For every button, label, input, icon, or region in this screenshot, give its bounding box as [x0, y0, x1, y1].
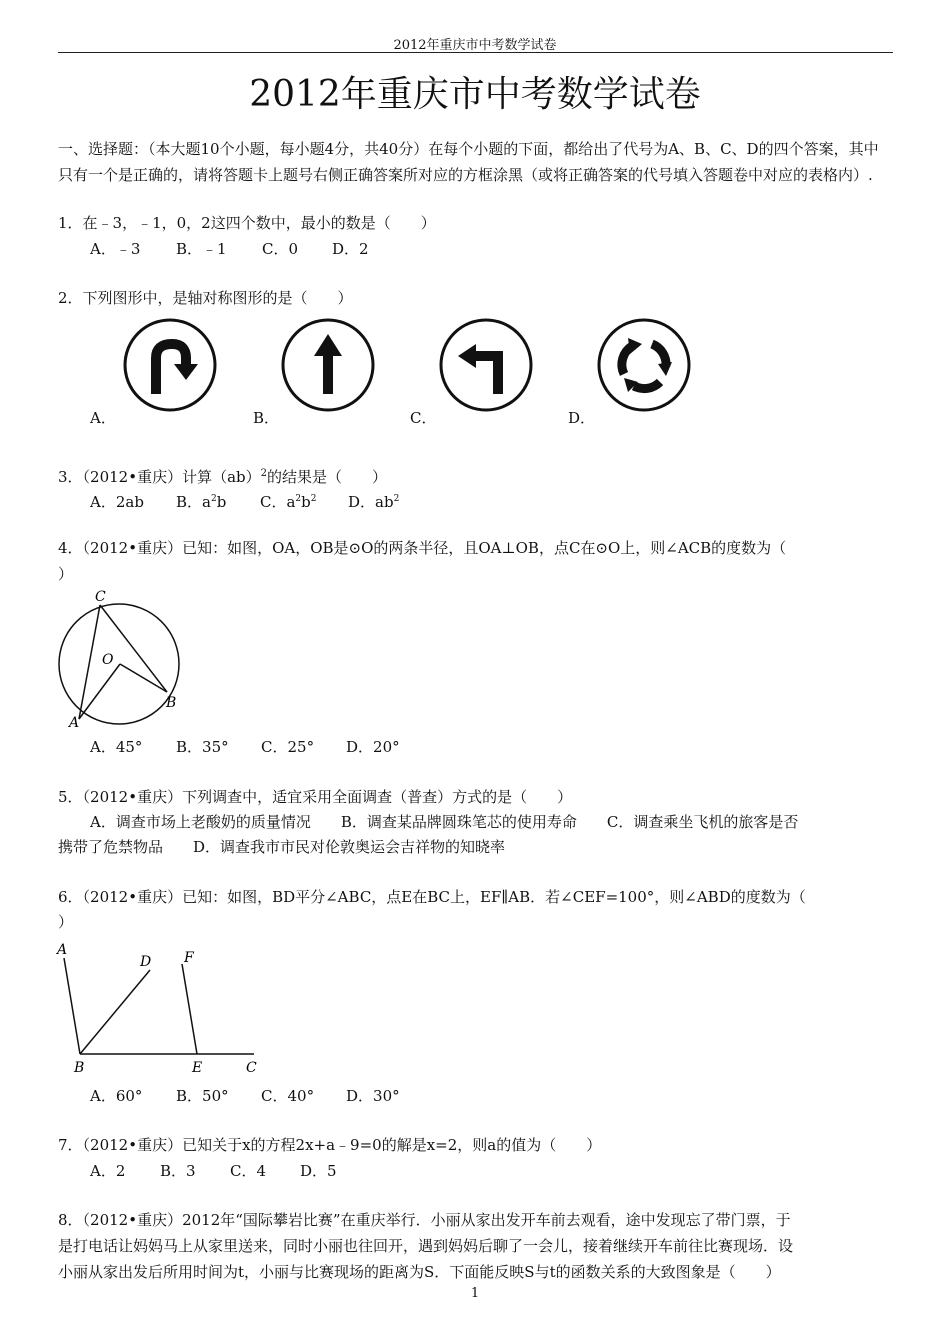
option-b: B．35° — [176, 738, 229, 756]
question-5-options-line2: 携带了危禁物品 D．调查我市市民对伦敦奥运会吉祥物的知晓率 — [58, 838, 506, 856]
option-b: B．50° — [176, 1087, 229, 1105]
question-3-stem-text-end: 的结果是（ ） — [267, 468, 388, 486]
question-6-options — [90, 1083, 400, 1109]
question-2-option-c: C． — [410, 409, 437, 427]
superscript: 2 — [260, 468, 267, 479]
straight-up-arrow-icon — [278, 316, 378, 416]
option-b: B．3 — [160, 1162, 196, 1180]
turn-left-arrow-icon — [436, 316, 536, 416]
option-c: C．25° — [261, 738, 315, 756]
option-b: B．﹣1 — [176, 240, 227, 258]
label-a: A — [57, 942, 68, 958]
question-6-stem: 6．（2012•重庆）已知：如图，BD平分∠ABC，点E在BC上，EF∥AB．若∠CEF=100°，则∠ABD的度数为（ — [58, 888, 806, 906]
label-o: O — [102, 652, 114, 668]
label-f: F — [184, 950, 194, 966]
u-turn-right-arrow-icon — [120, 316, 220, 416]
label-a: A — [69, 715, 80, 730]
question-2-option-a: A． — [90, 409, 116, 427]
page-number: 1 — [470, 1286, 480, 1301]
running-header: 2012年重庆市中考数学试卷 — [393, 38, 557, 53]
option-c: C．4 — [230, 1162, 267, 1180]
question-1-options — [90, 236, 369, 262]
option-d: D．$ab^2$ — [348, 493, 400, 511]
question-1-stem: 1．在﹣3，﹣1，0，2这四个数中，最小的数是（ ） — [58, 214, 436, 232]
option-a: A．45° — [90, 738, 143, 756]
label-b: B — [74, 1060, 85, 1076]
option-c: C．0 — [262, 240, 299, 258]
question-8-stem-line2: 是打电话让妈妈马上从家里送来，同时小丽也往回开，遇到妈妈后聊了一会儿，接着继续开车前往比赛现场．设 — [58, 1237, 794, 1255]
option-d: D．20° — [346, 738, 400, 756]
question-2-option-d: D． — [568, 409, 596, 427]
question-2-stem: 2．下列图形中，是轴对称图形的是（ ） — [58, 289, 353, 307]
question-3-stem-text: 3．（2012•重庆）计算（ab） — [58, 468, 261, 486]
question-8-stem-line3: 小丽从家出发后所用时间为t，小丽与比赛现场的距离为S．下面能反映S与t的函数关系的大致图象是（ ） — [58, 1263, 781, 1281]
question-6-stem-end: ） — [58, 913, 74, 931]
question-4-stem: 4．（2012•重庆）已知：如图，OA，OB是⊙O的两条半径，且OA⊥OB，点C在⊙O上，则∠ACB的度数为（ — [58, 539, 787, 557]
label-c: C — [95, 589, 106, 605]
option-b: B．$a^2b$ — [176, 493, 227, 511]
label-b: B — [166, 695, 177, 711]
question-3-options — [90, 486, 399, 515]
option-a: A．2 — [90, 1162, 126, 1180]
option-d: D．30° — [346, 1087, 400, 1105]
option-d: D．2 — [332, 240, 369, 258]
question-8-stem-line1: 8．（2012•重庆）2012年“国际攀岩比赛”在重庆举行．小丽从家出发开车前去观看，途中发现忘了带门票，于 — [58, 1211, 791, 1229]
header-rule — [58, 52, 893, 53]
option-c: C．$a^2b^2$ — [260, 493, 317, 511]
question-2-option-b: B． — [253, 409, 280, 427]
option-a: A．﹣3 — [90, 240, 141, 258]
question-5-options-line1: A．调查市场上老酸奶的质量情况 B．调查某品牌圆珠笔芯的使用寿命 C．调查乘坐飞机的旅客是否 — [90, 813, 799, 831]
question-7-options — [90, 1158, 337, 1184]
option-d: D．5 — [300, 1162, 337, 1180]
question-4-options — [90, 734, 400, 760]
circle-geometry-figure — [52, 585, 187, 730]
section-intro: 一、选择题：（本大题10个小题，每小题4分，共40分）在每个小题的下面，都给出了代号为A、B、C、D的四个答案，其中只有一个是正确的，请将答题卡上题号右侧正确答案所对应的方框涂黑（或将正确答案的代号填入答题卷中对应的表格内）. — [58, 140, 879, 184]
question-7-stem: 7．（2012•重庆）已知关于x的方程2x+a﹣9=0的解是x=2，则a的值为（ ） — [58, 1136, 602, 1154]
parallel-lines-figure — [52, 938, 267, 1078]
roundabout-arrows-icon — [594, 316, 694, 416]
page-title: 2012年重庆市中考数学试卷 — [249, 74, 701, 115]
label-e: E — [192, 1060, 203, 1076]
label-d: D — [140, 954, 152, 970]
question-5-stem: 5．（2012•重庆）下列调查中，适宜采用全面调查（普查）方式的是（ ） — [58, 788, 573, 806]
question-4-stem-end: ） — [58, 565, 74, 583]
option-a: A．60° — [90, 1087, 143, 1105]
option-a: A．2ab — [90, 493, 144, 511]
option-c: C．40° — [261, 1087, 315, 1105]
label-c: C — [246, 1060, 257, 1076]
